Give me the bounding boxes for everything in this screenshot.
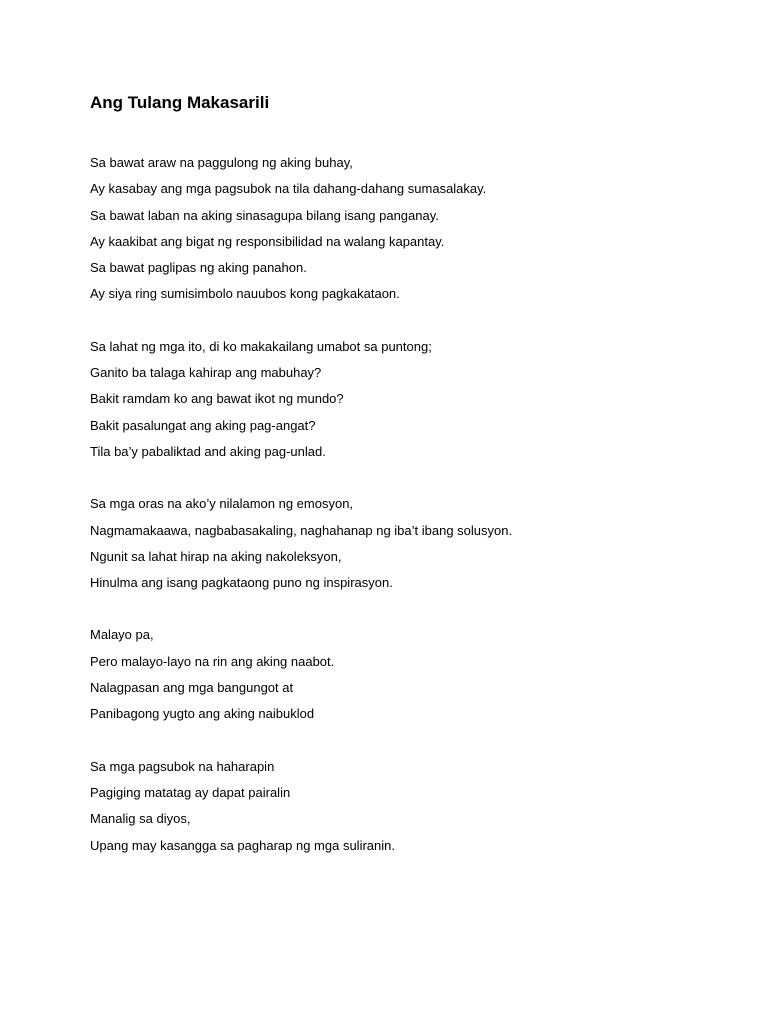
poem-line: Ay siya ring sumisimbolo nauubos kong pagkakataon. [90,286,400,302]
poem-line: Sa mga oras na ako’y nilalamon ng emosyon, [90,496,354,512]
poem-line: Sa mga pagsubok na haharapin [90,758,275,774]
poem-line: Bakit pasalungat ang aking pag-angat? [90,417,316,433]
poem-line: Sa lahat ng mga ito, di ko makakailang umabot sa puntong; [90,338,432,354]
stanza-3 [90,491,730,596]
stanza-2 [90,334,730,465]
poem-line: Sa bawat paglipas ng aking panahon. [90,260,307,276]
poem-line: Sa bawat laban na aking sinasagupa bilang isang panganay. [90,207,439,223]
poem-line: Bakit ramdam ko ang bawat ikot ng mundo? [90,391,344,407]
stanza-1 [90,150,730,308]
poem-line: Ganito ba talaga kahirap ang mabuhay? [90,365,322,381]
poem-line: Ay kaakibat ang bigat ng responsibilidad na walang kapantay. [90,233,445,249]
poem-line: Pagiging matatag ay dapat pairalin [90,784,291,800]
poem-line: Ngunit sa lahat hirap na aking nakoleksyon, [90,548,342,564]
poem-line: Malayo pa, [90,627,154,643]
poem-line: Manalig sa diyos, [90,811,191,827]
poem-line: Nagmamakaawa, nagbabasakaling, naghahanap ng iba’t ibang solusyon. [90,522,513,538]
poem-line: Panibagong yugto ang aking naibuklod [90,706,315,722]
stanza-5 [90,754,730,859]
poem-line: Nalagpasan ang mga bangungot at [90,680,294,696]
poem-line: Upang may kasangga sa pagharap ng mga suliranin. [90,837,395,853]
poem-line: Ay kasabay ang mga pagsubok na tila dahang-dahang sumasalakay. [90,181,487,197]
poem-body [90,150,730,885]
poem-line: Hinulma ang isang pagkataong puno ng inspirasyon. [90,575,393,591]
poem-line: Tila ba’y pabaliktad and aking pag-unlad. [90,443,326,459]
poem-line: Sa bawat araw na paggulong ng aking buhay, [90,155,353,170]
poem-line: Pero malayo-layo na rin ang aking naabot. [90,653,335,669]
stanza-4 [90,622,730,727]
poem-title: Ang Tulang Makasarili [90,93,270,112]
